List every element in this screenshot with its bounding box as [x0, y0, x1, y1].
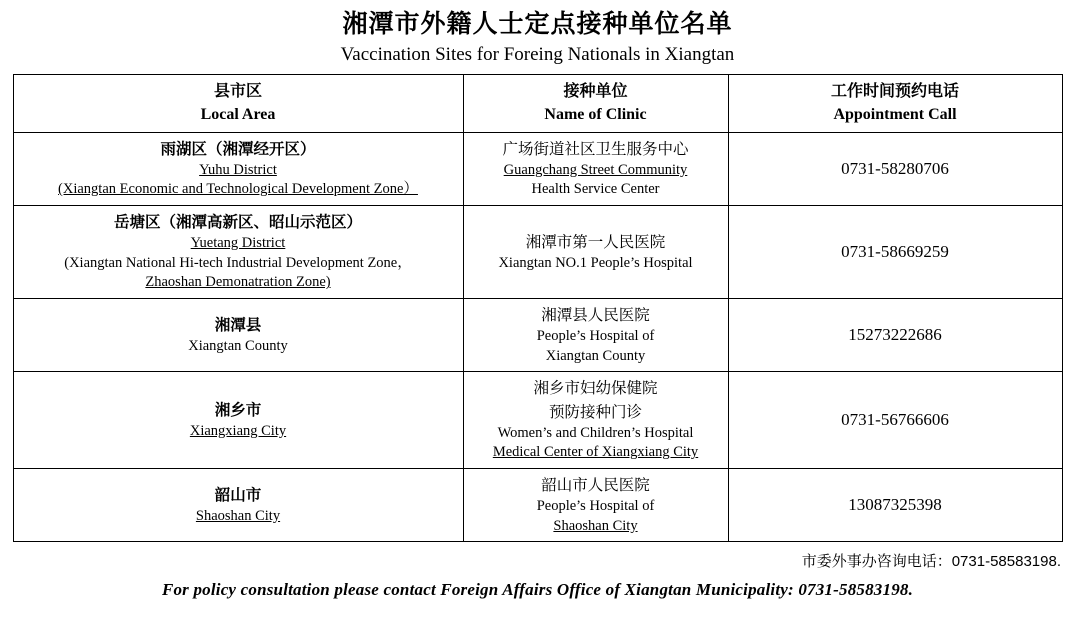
cell-clinic: 广场街道社区卫生服务中心 Guangchang Street Community Health Service Center: [463, 132, 728, 205]
cell-local-area: 湘潭县 Xiangtan County: [13, 298, 463, 371]
table-row: [13, 372, 1062, 469]
table-row: [13, 468, 1062, 541]
page-title: [0, 8, 1075, 67]
vaccination-sites-table: [13, 74, 1063, 542]
cell-phone: 15273222686: [728, 298, 1062, 371]
cell-phone: 0731-58669259: [728, 205, 1062, 298]
cell-clinic: 湘乡市妇幼保健院 预防接种门诊 Women’s and Children’s Hospital Medical Center of Xiangxiang City: [463, 372, 728, 469]
cell-local-area: 韶山市 Shaoshan City: [13, 468, 463, 541]
cell-clinic: 湘潭县人民医院 People’s Hospital of Xiangtan County: [463, 298, 728, 371]
table-row: [13, 132, 1062, 205]
cell-clinic: 湘潭市第一人民医院 Xiangtan NO.1 People’s Hospital: [463, 205, 728, 298]
cell-local-area: 湘乡市 Xiangxiang City: [13, 372, 463, 469]
page-title-en: Vaccination Sites for Foreing Nationals in Xiangtan: [340, 43, 735, 65]
footer-note-en: For policy consultation please contact Foreign Affairs Office of Xiangtan Municipality: 0731-58583198.: [161, 580, 914, 600]
table-row: [13, 205, 1062, 298]
column-header-phone: 工作时间预约电话 Appointment Call: [728, 75, 1062, 132]
column-header-local-area: 县市区 Local Area: [13, 75, 463, 132]
cell-local-area: 岳塘区（湘潭高新区、昭山示范区） Yuetang District (Xiangtan National Hi-tech Industrial Development Zone， Zhaoshan Demonatration Zone): [13, 205, 463, 298]
column-header-clinic: 接种单位 Name of Clinic: [463, 75, 728, 132]
table-row: [13, 298, 1062, 371]
cell-phone: 0731-58280706: [728, 132, 1062, 205]
cell-clinic: 韶山市人民医院 People’s Hospital of Shaoshan City: [463, 468, 728, 541]
table-header-row: [13, 75, 1062, 132]
cell-local-area: 雨湖区（湘潭经开区） Yuhu District (Xiangtan Economic and Technological Development Zone）: [13, 132, 463, 205]
document-page: [0, 8, 1075, 624]
cell-phone: 0731-56766606: [728, 372, 1062, 469]
cell-phone: 13087325398: [728, 468, 1062, 541]
footer-note-zh: 市委外事办咨询电话：0731-58583198.: [801, 553, 1061, 571]
page-title-zh: 湘潭市外籍人士定点接种单位名单: [342, 10, 733, 38]
